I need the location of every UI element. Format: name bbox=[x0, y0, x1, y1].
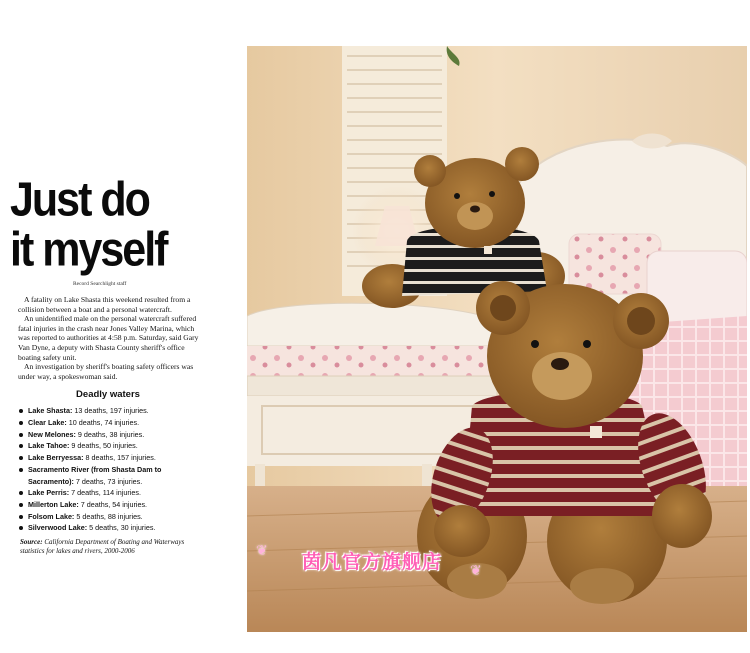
list-item bbox=[18, 429, 206, 441]
headline-line-1: Just do bbox=[10, 172, 149, 227]
bullet-icon bbox=[19, 468, 23, 472]
source-label: Source: bbox=[20, 538, 43, 547]
source-note bbox=[10, 538, 206, 556]
article-paragraph: A fatality on Lake Shasta this weekend resulted from a collision between a boat and a personal watercraft. bbox=[18, 295, 191, 314]
bullet-icon bbox=[19, 421, 23, 425]
list-item bbox=[18, 487, 206, 499]
lake-name: Folsom Lake: bbox=[28, 511, 75, 521]
lake-name: Lake Shasta: bbox=[28, 406, 73, 416]
sidebar-title: Deadly waters bbox=[76, 389, 140, 401]
lake-name: New Melones: bbox=[28, 429, 76, 439]
lake-stat: 7 deaths, 54 injuries. bbox=[78, 499, 148, 509]
lake-name: Sacramento River (from Shasta Dam to Sacramento): bbox=[28, 464, 162, 486]
lake-name: Lake Tahoe: bbox=[28, 441, 70, 451]
lake-name: Silverwood Lake: bbox=[28, 523, 88, 533]
lake-name: Clear Lake: bbox=[28, 418, 67, 428]
bullet-icon bbox=[19, 433, 23, 437]
bullet-icon bbox=[19, 526, 23, 530]
list-item bbox=[18, 464, 206, 487]
lake-stat: 9 deaths, 38 injuries. bbox=[75, 429, 145, 439]
bullet-icon bbox=[19, 515, 23, 519]
article-paragraph: An investigation by sheriff's boating safety officers was under way, a spokeswoman said. bbox=[18, 362, 194, 381]
list-item bbox=[18, 522, 206, 534]
lake-stat: 5 deaths, 88 injuries. bbox=[74, 511, 143, 521]
butterfly-icon: ❦ bbox=[256, 544, 268, 559]
headline bbox=[10, 172, 206, 277]
headline-line-2: it myself bbox=[10, 223, 167, 277]
lake-stat: 10 deaths, 74 injuries. bbox=[66, 418, 140, 428]
list-item bbox=[18, 405, 206, 417]
source-text: California Department of Boating and Waterways statistics for lakes and rivers, 2000-2006 bbox=[20, 538, 185, 556]
bullet-icon bbox=[19, 409, 23, 413]
bullet-icon bbox=[19, 444, 23, 448]
lake-stat: 9 deaths, 50 injuries. bbox=[69, 441, 138, 451]
bullet-icon bbox=[19, 456, 23, 460]
byline: Record Searchlight staff bbox=[73, 281, 127, 287]
list-item bbox=[18, 499, 206, 511]
bullet-icon bbox=[19, 503, 23, 507]
lake-stat: 13 deaths, 197 injuries. bbox=[72, 406, 149, 416]
article-paragraph: An unidentified male on the personal watercraft suffered fatal injuries in the crash near Jones Valley Marina, which was reported to authorities at 4:58 p.m. Saturday, said Gary Van Dyne, a deputy with Shasta County sheriff's office boating safety unit. bbox=[18, 314, 199, 362]
list-item bbox=[18, 417, 206, 429]
list-item bbox=[18, 452, 206, 464]
list-item bbox=[18, 511, 206, 523]
list-item bbox=[18, 440, 206, 452]
butterfly-icon: ❦ bbox=[470, 564, 482, 579]
article-body bbox=[10, 295, 206, 381]
lake-name: Millerton Lake: bbox=[28, 499, 79, 509]
newspaper-clipping bbox=[10, 172, 206, 585]
shop-watermark: 茵凡官方旗舰店 bbox=[301, 551, 442, 573]
lake-stat: 7 deaths, 114 injuries. bbox=[69, 488, 141, 498]
lake-name: Lake Berryessa: bbox=[28, 453, 84, 463]
deadly-waters-list bbox=[10, 405, 206, 534]
lake-name: Lake Perris: bbox=[28, 488, 70, 498]
lake-stat: 8 deaths, 157 injuries. bbox=[83, 453, 156, 463]
lake-stat: 7 deaths, 73 injuries. bbox=[73, 476, 143, 486]
bullet-icon bbox=[19, 491, 23, 495]
lake-stat: 5 deaths, 30 injuries. bbox=[87, 523, 156, 533]
